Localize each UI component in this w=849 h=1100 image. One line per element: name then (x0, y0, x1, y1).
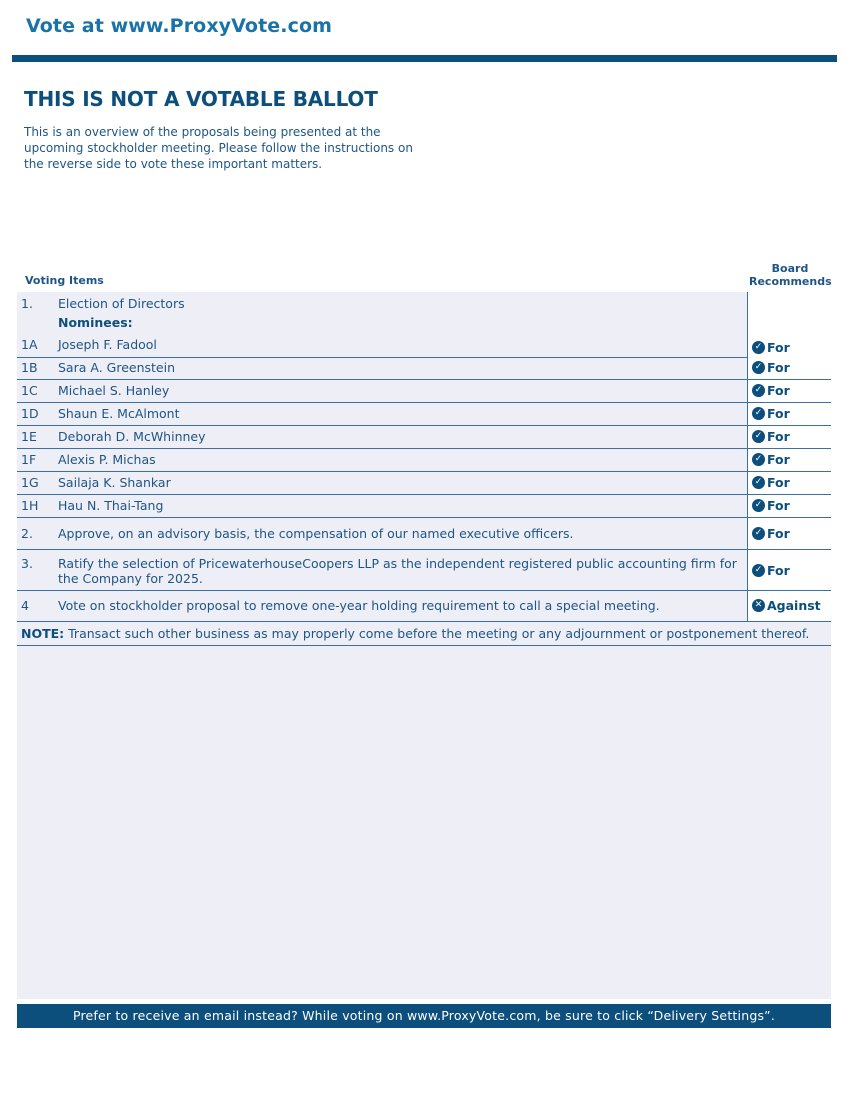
item-number: 2. (21, 526, 33, 541)
nominee-name: Joseph F. Fadool (58, 337, 157, 352)
table-row (17, 357, 831, 380)
item-text: Ratify the selection of PricewaterhouseCoopers LLP as the independent registered public accounting firm for the Company for 2025. (58, 556, 737, 586)
check-circle-icon: ✓ (752, 527, 765, 540)
check-circle-icon: ✓ (752, 499, 765, 512)
table-row (17, 495, 831, 518)
check-circle-icon: ✓ (752, 341, 765, 354)
recommendation-against: ✕ Against (752, 598, 821, 613)
item-number: 1E (21, 429, 37, 444)
proxyvote-link[interactable]: Vote at www.ProxyVote.com (26, 15, 332, 37)
recommendation-for: ✓ For (752, 452, 790, 467)
item-number: 3. (21, 556, 33, 571)
nominee-name: Deborah D. McWhinney (58, 429, 206, 444)
recommendation-cell (747, 426, 832, 448)
recommendation-cell (747, 591, 832, 621)
x-circle-icon: ✕ (752, 599, 765, 612)
board-header-line1: Board (771, 262, 809, 275)
item-number: 1D (21, 406, 39, 421)
check-circle-icon: ✓ (752, 476, 765, 489)
check-circle-icon: ✓ (752, 384, 765, 397)
page-title: THIS IS NOT A VOTABLE BALLOT (24, 87, 378, 111)
recommendation-for: ✓ For (752, 429, 790, 444)
nominee-name: Sara A. Greenstein (58, 360, 175, 375)
check-circle-icon: ✓ (752, 564, 765, 577)
nominee-name: Sailaja K. Shankar (58, 475, 171, 490)
delivery-settings-banner: Prefer to receive an email instead? While voting on www.ProxyVote.com, be sure to click “Delivery Settings”. (17, 1004, 831, 1028)
header-rule (12, 55, 837, 62)
nominee-name: Hau N. Thai-Tang (58, 498, 164, 513)
check-circle-icon: ✓ (752, 361, 765, 374)
table-row (17, 426, 831, 449)
nominee-name: Shaun E. McAlmont (58, 406, 180, 421)
table-row-proposal-4 (17, 591, 831, 622)
recommendation-for: ✓ For (752, 340, 790, 355)
table-row-election (17, 292, 831, 337)
recommendation-cell (747, 518, 832, 549)
recommendation-for: ✓ For (752, 526, 790, 541)
item-number: 1H (21, 498, 39, 513)
table-row (17, 403, 831, 426)
recommendation-for: ✓ For (752, 406, 790, 421)
check-circle-icon: ✓ (752, 453, 765, 466)
recommendation-for: ✓ For (752, 563, 790, 578)
table-row (17, 380, 831, 403)
table-row-proposal-3 (17, 550, 831, 591)
recommendation-cell (747, 292, 832, 337)
item-number: 1G (21, 475, 39, 490)
recommendation-for: ✓ For (752, 360, 790, 375)
recommendation-for: ✓ For (752, 475, 790, 490)
nominees-label: Nominees: (58, 315, 133, 330)
item-number: 1F (21, 452, 37, 467)
recommendation-cell (747, 495, 832, 517)
recommendation-cell (747, 472, 832, 494)
item-number: 1A (21, 337, 38, 352)
item-number: 4 (21, 598, 29, 613)
recommendation-cell (747, 337, 832, 357)
recommendation-for: ✓ For (752, 383, 790, 398)
item-text: Approve, on an advisory basis, the compensation of our named executive officers. (58, 526, 574, 541)
item-text: Election of Directors (58, 296, 185, 311)
note-text (21, 626, 809, 641)
note-label: NOTE: (21, 626, 65, 641)
table-row (17, 449, 831, 472)
item-text: Vote on stockholder proposal to remove one-year holding requirement to call a special meeting. (58, 598, 660, 613)
table-row (17, 337, 831, 358)
board-header-line2: Recommends (749, 275, 832, 288)
table-row-proposal-2 (17, 518, 831, 550)
recommendation-cell (747, 357, 832, 379)
nominee-name: Michael S. Hanley (58, 383, 170, 398)
recommendation-cell (747, 550, 832, 590)
intro-text: This is an overview of the proposals being presented at the upcoming stockholder meeting. Please follow the instructions on the reverse side to vote these important matters. (24, 125, 413, 171)
recommendation-for: ✓ For (752, 498, 790, 513)
recommendation-cell (747, 449, 832, 471)
check-circle-icon: ✓ (752, 430, 765, 443)
item-number: 1. (21, 296, 33, 311)
item-number: 1C (21, 383, 38, 398)
item-number: 1B (21, 360, 38, 375)
check-circle-icon: ✓ (752, 407, 765, 420)
nominee-name: Alexis P. Michas (58, 452, 156, 467)
recommendation-cell (747, 380, 832, 402)
table-row (17, 472, 831, 495)
recommendation-cell (747, 403, 832, 425)
note-body: Transact such other business as may properly come before the meeting or any adjournment or postponement thereof. (64, 626, 810, 641)
voting-items-header: Voting Items (25, 274, 104, 287)
board-recommends-header (749, 262, 831, 288)
note-row (17, 622, 831, 646)
